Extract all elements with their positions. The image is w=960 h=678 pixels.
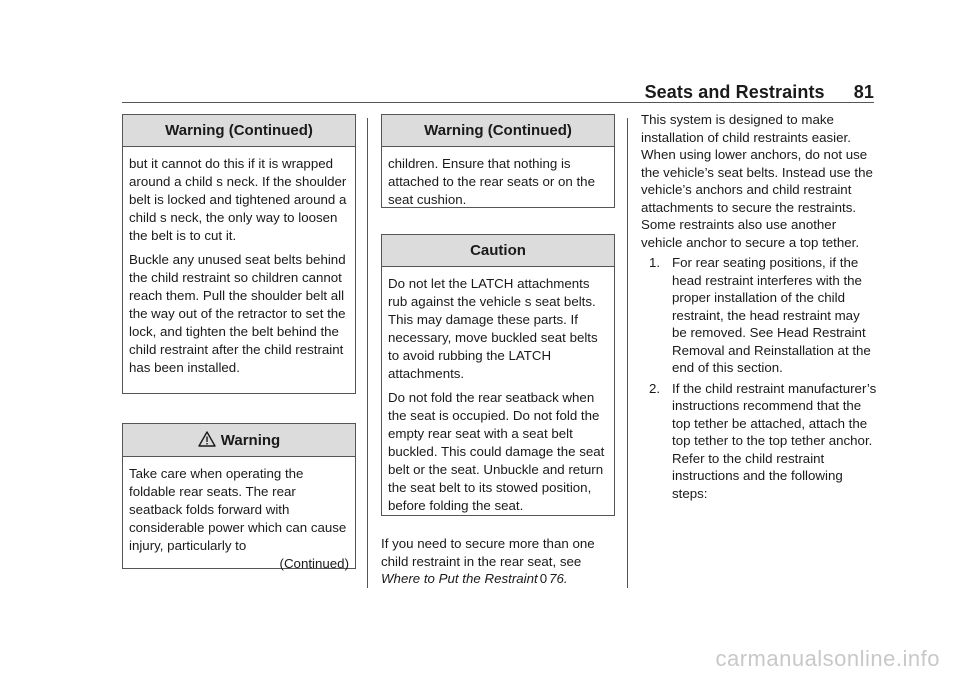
list-item (641, 380, 877, 503)
step-number: 1. (649, 255, 661, 270)
step-list (641, 254, 877, 502)
column-divider-2 (627, 118, 628, 588)
step-number: 2. (649, 380, 661, 396)
warning-box (122, 423, 356, 569)
column-divider-1 (367, 118, 368, 588)
box-title: Caution (382, 235, 614, 267)
step-text: If the child restraint manufacturer’s instructions recommend that the top tether be attached, attach the top tether to the top tether anchor. Refer to the child restraint instructions and the following steps: (672, 380, 877, 501)
warning-continued-box-1 (122, 114, 356, 394)
page-ref-number[interactable]: 76. (549, 571, 568, 586)
warning-continued-box-2 (381, 114, 615, 208)
box-title: Warning (Continued) (382, 115, 614, 147)
warning-triangle-icon (198, 431, 216, 447)
section-title: Seats and Restraints (644, 82, 825, 102)
header-rule (122, 102, 874, 103)
box-paragraph: Do not let the LATCH attachments rub against the vehicle s seat belts. This may damage these parts. If necessary, move buckled seat belts to avoid rubbing the LATCH attachments. (388, 276, 598, 381)
step-text: For rear seating positions, if the head restraint interferes with the proper installation of the child restraint, the head restraint may be removed. See Head Restraint Removal and Reinstallation at the end of this section. (672, 255, 871, 375)
box-paragraph: children. Ensure that nothing is attached to the rear seats or on the seat cushion. (388, 156, 595, 207)
box-paragraph: Take care when operating the foldable rear seats. The rear seatback folds forward with considerable power which can cause injury, particularly to (129, 466, 347, 553)
continued-label: (Continued) (279, 556, 349, 571)
intro-paragraph: This system is designed to make installation of child restraints easier. When using lower anchors, do not use the vehicle’s seat belts. Instead use the vehicle’s anchors and child restraint attachments to secure the restraints. Some restraints also use another vehicle anchor to secure a top tether. (641, 112, 873, 250)
box-title-text: Warning (220, 432, 281, 449)
box-title (123, 424, 355, 457)
box-paragraph: but it cannot do this if it is wrapped around a child s neck. If the shoulder belt is locked and tightened around a child s neck, the only way to loosen the belt is to cut it. (129, 156, 347, 243)
latch-intro-column (641, 111, 877, 502)
multiple-restraints-paragraph (381, 535, 617, 588)
page-ref-arrow-icon: 0 (539, 571, 548, 586)
list-item (641, 254, 877, 377)
watermark: carmanualsonline.info (715, 646, 940, 671)
box-paragraph: Buckle any unused seat belts behind the child restraint so children cannot reach them. Pull the shoulder belt all the way out of the retractor to set the lock, and tighten the belt behind the child restraint after the child restraint has been installed. (129, 252, 346, 375)
box-title: Warning (Continued) (123, 115, 355, 147)
cross-reference-link[interactable]: Where to Put the Restraint (381, 571, 538, 586)
page-number: 81 (853, 82, 874, 102)
caution-box (381, 234, 615, 516)
paragraph-text: If you need to secure more than one child restraint in the rear seat, see (381, 536, 595, 569)
box-paragraph: Do not fold the rear seatback when the seat is occupied. Do not fold the empty rear seat with a seat belt buckled. This could damage the seat belt or the seat. Unbuckle and return the seat belt to its stowed position, before folding the seat. (388, 390, 605, 513)
page-header (0, 82, 874, 103)
